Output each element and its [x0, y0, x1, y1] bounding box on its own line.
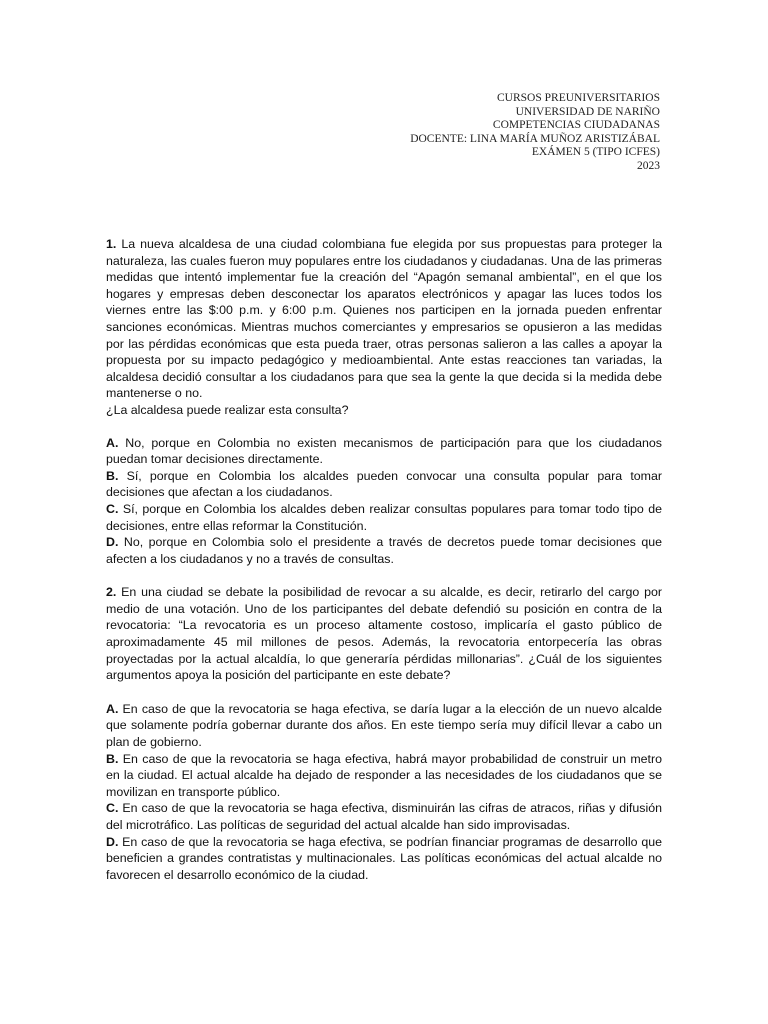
- question-1-prompt: ¿La alcaldesa puede realizar esta consulta?: [106, 402, 349, 417]
- option-text: En caso de que la revocatoria se haga efectiva, se daría lugar a la elección de un nuevo alcalde que solamente podría gobernar durante dos años. En este tiempo sería muy difícil llevar a cabo un plan de gobierno.: [106, 701, 662, 750]
- option-text: No, porque en Colombia solo el presidente a través de decretos puede tomar decisiones que afecten a los ciudadanos y no a través de consultas.: [106, 535, 662, 566]
- option-letter: A.: [106, 701, 119, 716]
- spacer: [106, 684, 662, 701]
- option-text: En caso de que la revocatoria se haga efectiva, se podrían financiar programas de desarrollo que beneficien a grandes contratistas y multinacionales. Las políticas económicas del actual alcalde no favorecen el desarrollo económico de la ciudad.: [106, 834, 662, 882]
- header-line-university: UNIVERSIDAD DE NARIÑO: [515, 105, 660, 118]
- option-text: No, porque en Colombia no existen mecanismos de participación para que los ciudadanos puedan tomar decisiones directamente.: [106, 435, 662, 467]
- question-1-text: La nueva alcaldesa de una ciudad colombiana fue elegida por sus propuestas para proteger la naturaleza, las cuales fueron muy populares entre los ciudadanos y ciudadanas. Una de las primeras medidas que intentó implementar fue la creación del “Apagón semanal ambiental”, en el que los hogares y empresas deben desconectar los aparatos electrónicos y apagar las luces todos los viernes entre las $:00 p.m. y 6:00 p.m. Quienes nos participen en la jornada pueden enfrentar sanciones económicas. Mientras muchos comerciantes y empresarios se opusieron a las medidas por las pérdidas económicas que esta pueda traer, otras personas salieron a las calles a apoyar la propuesta por su impacto pedagógico y medioambiental. Ante estas reacciones tan variadas, la alcaldesa decidió consultar a los ciudadanos para que sea la gente la que decida si la medida debe mantenerse o no.: [106, 237, 662, 401]
- option-letter: B.: [106, 468, 119, 483]
- question-1-statement: [106, 236, 662, 402]
- question-2-option-c: [106, 800, 662, 833]
- question-2-option-a: [106, 701, 662, 751]
- question-2-statement: [106, 584, 662, 684]
- option-letter: A.: [106, 435, 119, 450]
- question-2-text: En una ciudad se debate la posibilidad de revocar a su alcalde, es decir, retirarlo del cargo por medio de una votación. Uno de los participantes del debate defendió su posición en contra de la revocatoria: “La revocatoria es un proceso altamente costoso, implicaría el gasto público de aproximadamente 45 mil millones de pesos. Además, la revocatoria entorpecería las obras proyectadas por la actual alcaldía, lo que generaría pérdidas millonarias”. ¿Cuál de los siguientes argumentos apoya la posición del participante en este debate?: [106, 585, 662, 683]
- header-line-exam: EXÁMEN 5 (TIPO ICFES): [531, 146, 660, 158]
- option-letter: D.: [106, 535, 119, 550]
- question-1-option-d: [106, 534, 662, 567]
- header-line-subject: COMPETENCIAS CIUDADANAS: [492, 119, 660, 131]
- option-text: En caso de que la revocatoria se haga efectiva, habrá mayor probabilidad de construir un metro en la ciudad. El actual alcalde ha dejado de responder a las necesidades de los ciudadanos que se movilizan en transporte público.: [106, 751, 662, 799]
- exam-content: [106, 236, 662, 883]
- question-2-number: 2.: [106, 585, 117, 600]
- question-2-option-b: [106, 751, 662, 801]
- option-text: Sí, porque en Colombia los alcaldes pueden convocar una consulta popular para tomar decisiones que afectan a los ciudadanos.: [106, 468, 662, 500]
- option-letter: D.: [106, 834, 119, 849]
- question-2-option-d: [106, 834, 662, 884]
- header-line-teacher: DOCENTE: LINA MARÍA MUÑOZ ARISTIZÁBAL: [410, 132, 660, 145]
- question-1-number: 1.: [106, 237, 117, 251]
- question-1-option-c: [106, 501, 662, 534]
- option-letter: B.: [106, 751, 119, 766]
- option-text: En caso de que la revocatoria se haga efectiva, disminuirán las cifras de atracos, riñas y difusión del microtráfico. Las políticas de seguridad del actual alcalde han sido improvisadas.: [106, 801, 662, 832]
- spacer: [106, 567, 662, 584]
- option-letter: C.: [106, 801, 119, 816]
- option-text: Sí, porque en Colombia los alcaldes deben realizar consultas populares para tomar todo tipo de decisiones, entre ellas reformar la Constitución.: [106, 501, 662, 533]
- spacer: [106, 419, 662, 435]
- question-1-option-b: [106, 468, 662, 501]
- header-line-year: 2023: [637, 159, 660, 172]
- question-1-option-a: [106, 435, 662, 468]
- header-line-course: CURSOS PREUNIVERSITARIOS: [497, 92, 660, 104]
- document-header: [410, 92, 660, 173]
- option-letter: C.: [106, 501, 119, 516]
